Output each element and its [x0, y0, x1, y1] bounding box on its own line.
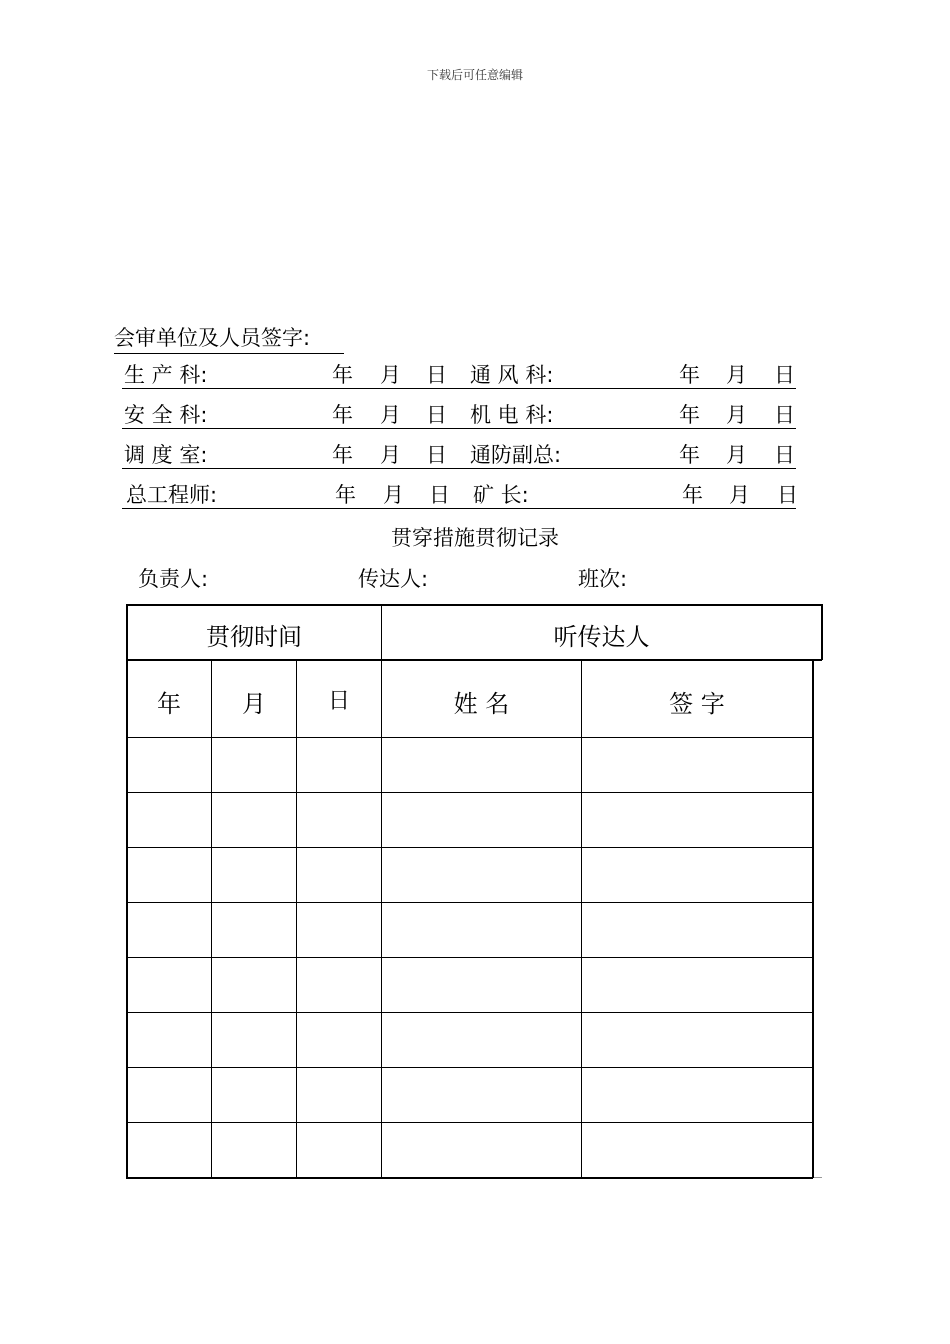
col-header-day: 日 — [327, 689, 350, 714]
date-day: 日 — [774, 403, 795, 427]
signoff-dept-right: 通 风 科: — [470, 363, 554, 387]
date-year: 年 — [679, 443, 700, 467]
date-day: 日 — [429, 483, 450, 507]
signoff-dept-right: 矿 长: — [473, 483, 529, 507]
date-month: 月 — [380, 363, 401, 387]
table-border — [821, 604, 823, 660]
date-day: 日 — [426, 403, 447, 427]
header-note: 下载后可任意编辑 — [426, 68, 523, 82]
date-year: 年 — [679, 363, 700, 387]
table-row-line — [126, 792, 813, 793]
record-title: 贯穿措施贯彻记录 — [391, 526, 559, 550]
date-day: 日 — [774, 443, 795, 467]
signoff-dept-left: 安 全 科: — [124, 403, 208, 427]
date-month: 月 — [380, 403, 401, 427]
conveyor-label: 传达人: — [358, 567, 429, 591]
date-day: 日 — [426, 443, 447, 467]
signoff-row — [122, 358, 796, 389]
date-month: 月 — [726, 443, 747, 467]
signoff-row — [122, 438, 796, 469]
signoff-dept-left: 调 度 室: — [124, 443, 208, 467]
group-header-time: 贯彻时间 — [206, 623, 302, 651]
table-border — [126, 1177, 813, 1179]
table-row-line — [126, 957, 813, 958]
date-day: 日 — [426, 363, 447, 387]
col-header-name: 姓 名 — [453, 690, 510, 718]
date-month: 月 — [726, 403, 747, 427]
date-month: 月 — [729, 483, 750, 507]
table-border — [812, 659, 814, 1178]
table-row-line — [126, 1012, 813, 1013]
table-border — [126, 604, 822, 606]
signoff-dept-left: 总工程师: — [126, 483, 218, 507]
date-year: 年 — [332, 403, 353, 427]
signoff-row — [122, 398, 796, 429]
date-year: 年 — [679, 403, 700, 427]
col-header-sign: 签 字 — [669, 690, 725, 718]
table-row-line — [126, 1067, 813, 1068]
table-col-line — [211, 659, 212, 1178]
date-month: 月 — [380, 443, 401, 467]
signoff-dept-right: 通防副总: — [470, 443, 562, 467]
shift-label: 班次: — [578, 567, 628, 591]
col-header-month: 月 — [242, 690, 266, 718]
col-header-year: 年 — [157, 690, 181, 718]
table-col-line — [581, 659, 582, 1178]
table-col-line — [296, 659, 297, 1178]
table-row-line — [126, 847, 813, 848]
date-year: 年 — [335, 483, 356, 507]
date-month: 月 — [383, 483, 404, 507]
signoff-title: 会审单位及人员签字: — [114, 322, 344, 354]
date-day: 日 — [777, 483, 798, 507]
date-month: 月 — [726, 363, 747, 387]
table-border — [126, 737, 813, 738]
signoff-row — [122, 478, 796, 509]
date-year: 年 — [332, 363, 353, 387]
table-row-line — [126, 902, 813, 903]
signoff-dept-left: 生 产 科: — [124, 363, 208, 387]
group-header-listeners: 听传达人 — [553, 623, 650, 651]
date-year: 年 — [682, 483, 703, 507]
table-border — [813, 1177, 822, 1178]
signoff-dept-right: 机 电 科: — [470, 403, 554, 427]
table-row-line — [126, 1122, 813, 1123]
table-border — [126, 659, 822, 661]
date-year: 年 — [332, 443, 353, 467]
date-day: 日 — [774, 363, 795, 387]
responsible-label: 负责人: — [138, 567, 209, 591]
